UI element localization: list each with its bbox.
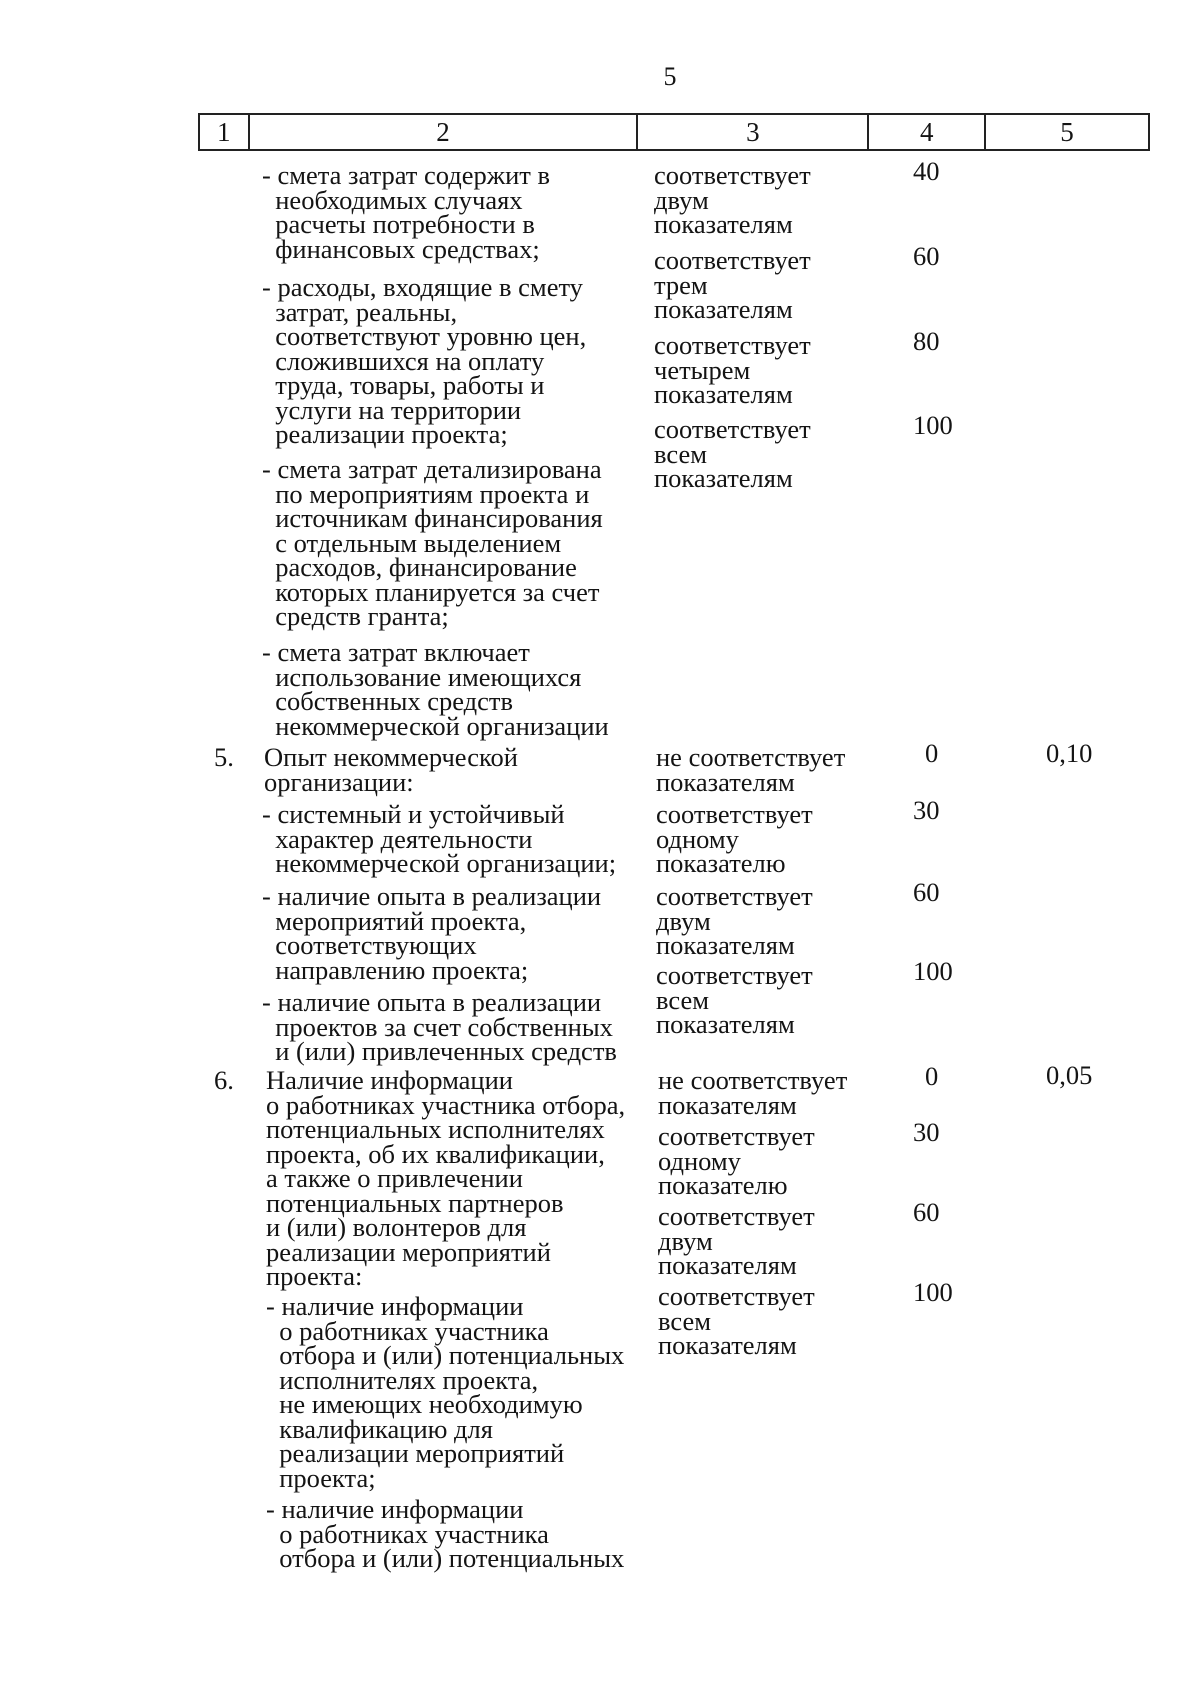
- row-number: 5.: [214, 742, 234, 772]
- criterion-text: соответствует двум показателям: [658, 1201, 815, 1280]
- score-points: 60: [913, 877, 940, 907]
- header-col-4: 4: [868, 114, 985, 150]
- row-number: 6.: [214, 1065, 234, 1095]
- score-points: 0: [925, 738, 939, 768]
- list-item: - смета затрат содержит в необходимых случаях расчеты потребности в финансовых средствах;: [262, 160, 550, 264]
- score-points: 100: [913, 1277, 953, 1307]
- criterion-text: соответствует двум показателям: [656, 881, 813, 960]
- list-item: - смета затрат включает использование имеющихся собственных средств некоммерческой организации: [262, 637, 609, 741]
- criterion-text: соответствует одному показателю: [658, 1121, 815, 1200]
- list-item: - расходы, входящие в смету затрат, реальны, соответствуют уровню цен, сложившихся на оплату труда, товары, работы и услуги на территории реализации проекта;: [262, 272, 587, 449]
- criterion-text: соответствует одному показателю: [656, 799, 813, 878]
- criterion-text: соответствует трем показателям: [654, 245, 811, 324]
- table-header: [198, 113, 1150, 151]
- row-title: Опыт некоммерческой организации:: [264, 742, 518, 797]
- header-col-2: 2: [249, 114, 638, 150]
- criterion-text: соответствует двум показателям: [654, 160, 811, 239]
- criterion-text: не соответствует показателям: [658, 1065, 848, 1120]
- list-item: - системный и устойчивый характер деятельности некоммерческой организации;: [262, 799, 617, 878]
- score-points: 60: [913, 241, 940, 271]
- criterion-text: соответствует всем показателям: [658, 1281, 815, 1360]
- row-weight: 0,05: [1046, 1060, 1093, 1090]
- header-col-5: 5: [985, 114, 1149, 150]
- score-points: 30: [913, 1117, 940, 1147]
- list-item: - наличие информации о работниках участника отбора и (или) потенциальных исполнителях проекта, не имеющих необходимую квалификацию для реализации мероприятий проекта;: [266, 1291, 625, 1493]
- criterion-text: соответствует всем показателям: [656, 960, 813, 1039]
- score-points: 100: [913, 410, 953, 440]
- criterion-text: соответствует всем показателям: [654, 414, 811, 493]
- header-col-3: 3: [637, 114, 868, 150]
- row-weight: 0,10: [1046, 738, 1093, 768]
- page-number: 5: [663, 62, 677, 91]
- header-col-1: 1: [199, 114, 249, 150]
- row-title: Наличие информации о работниках участника отбора, потенциальных исполнителях проекта, об их квалификации, а также о привлечении потенциальных партнеров и (или) волонтеров для реализации мероприятий проекта:: [266, 1065, 626, 1291]
- criterion-text: не соответствует показателям: [656, 742, 846, 797]
- score-points: 40: [913, 156, 940, 186]
- score-points: 80: [913, 326, 940, 356]
- score-points: 30: [913, 795, 940, 825]
- score-points: 100: [913, 956, 953, 986]
- score-points: 0: [925, 1061, 939, 1091]
- list-item: - наличие опыта в реализации проектов за счет собственных и (или) привлеченных средств: [262, 987, 617, 1066]
- list-item: - наличие опыта в реализации мероприятий проекта, соответствующих направлению проекта;: [262, 881, 602, 985]
- list-item: - наличие информации о работниках участника отбора и (или) потенциальных: [266, 1494, 625, 1573]
- score-points: 60: [913, 1197, 940, 1227]
- criterion-text: соответствует четырем показателям: [654, 330, 811, 409]
- list-item: - смета затрат детализирована по мероприятиям проекта и источникам финансирования с отдельным выделением расходов, финансирование которых планируется за счет средств гранта;: [262, 454, 603, 631]
